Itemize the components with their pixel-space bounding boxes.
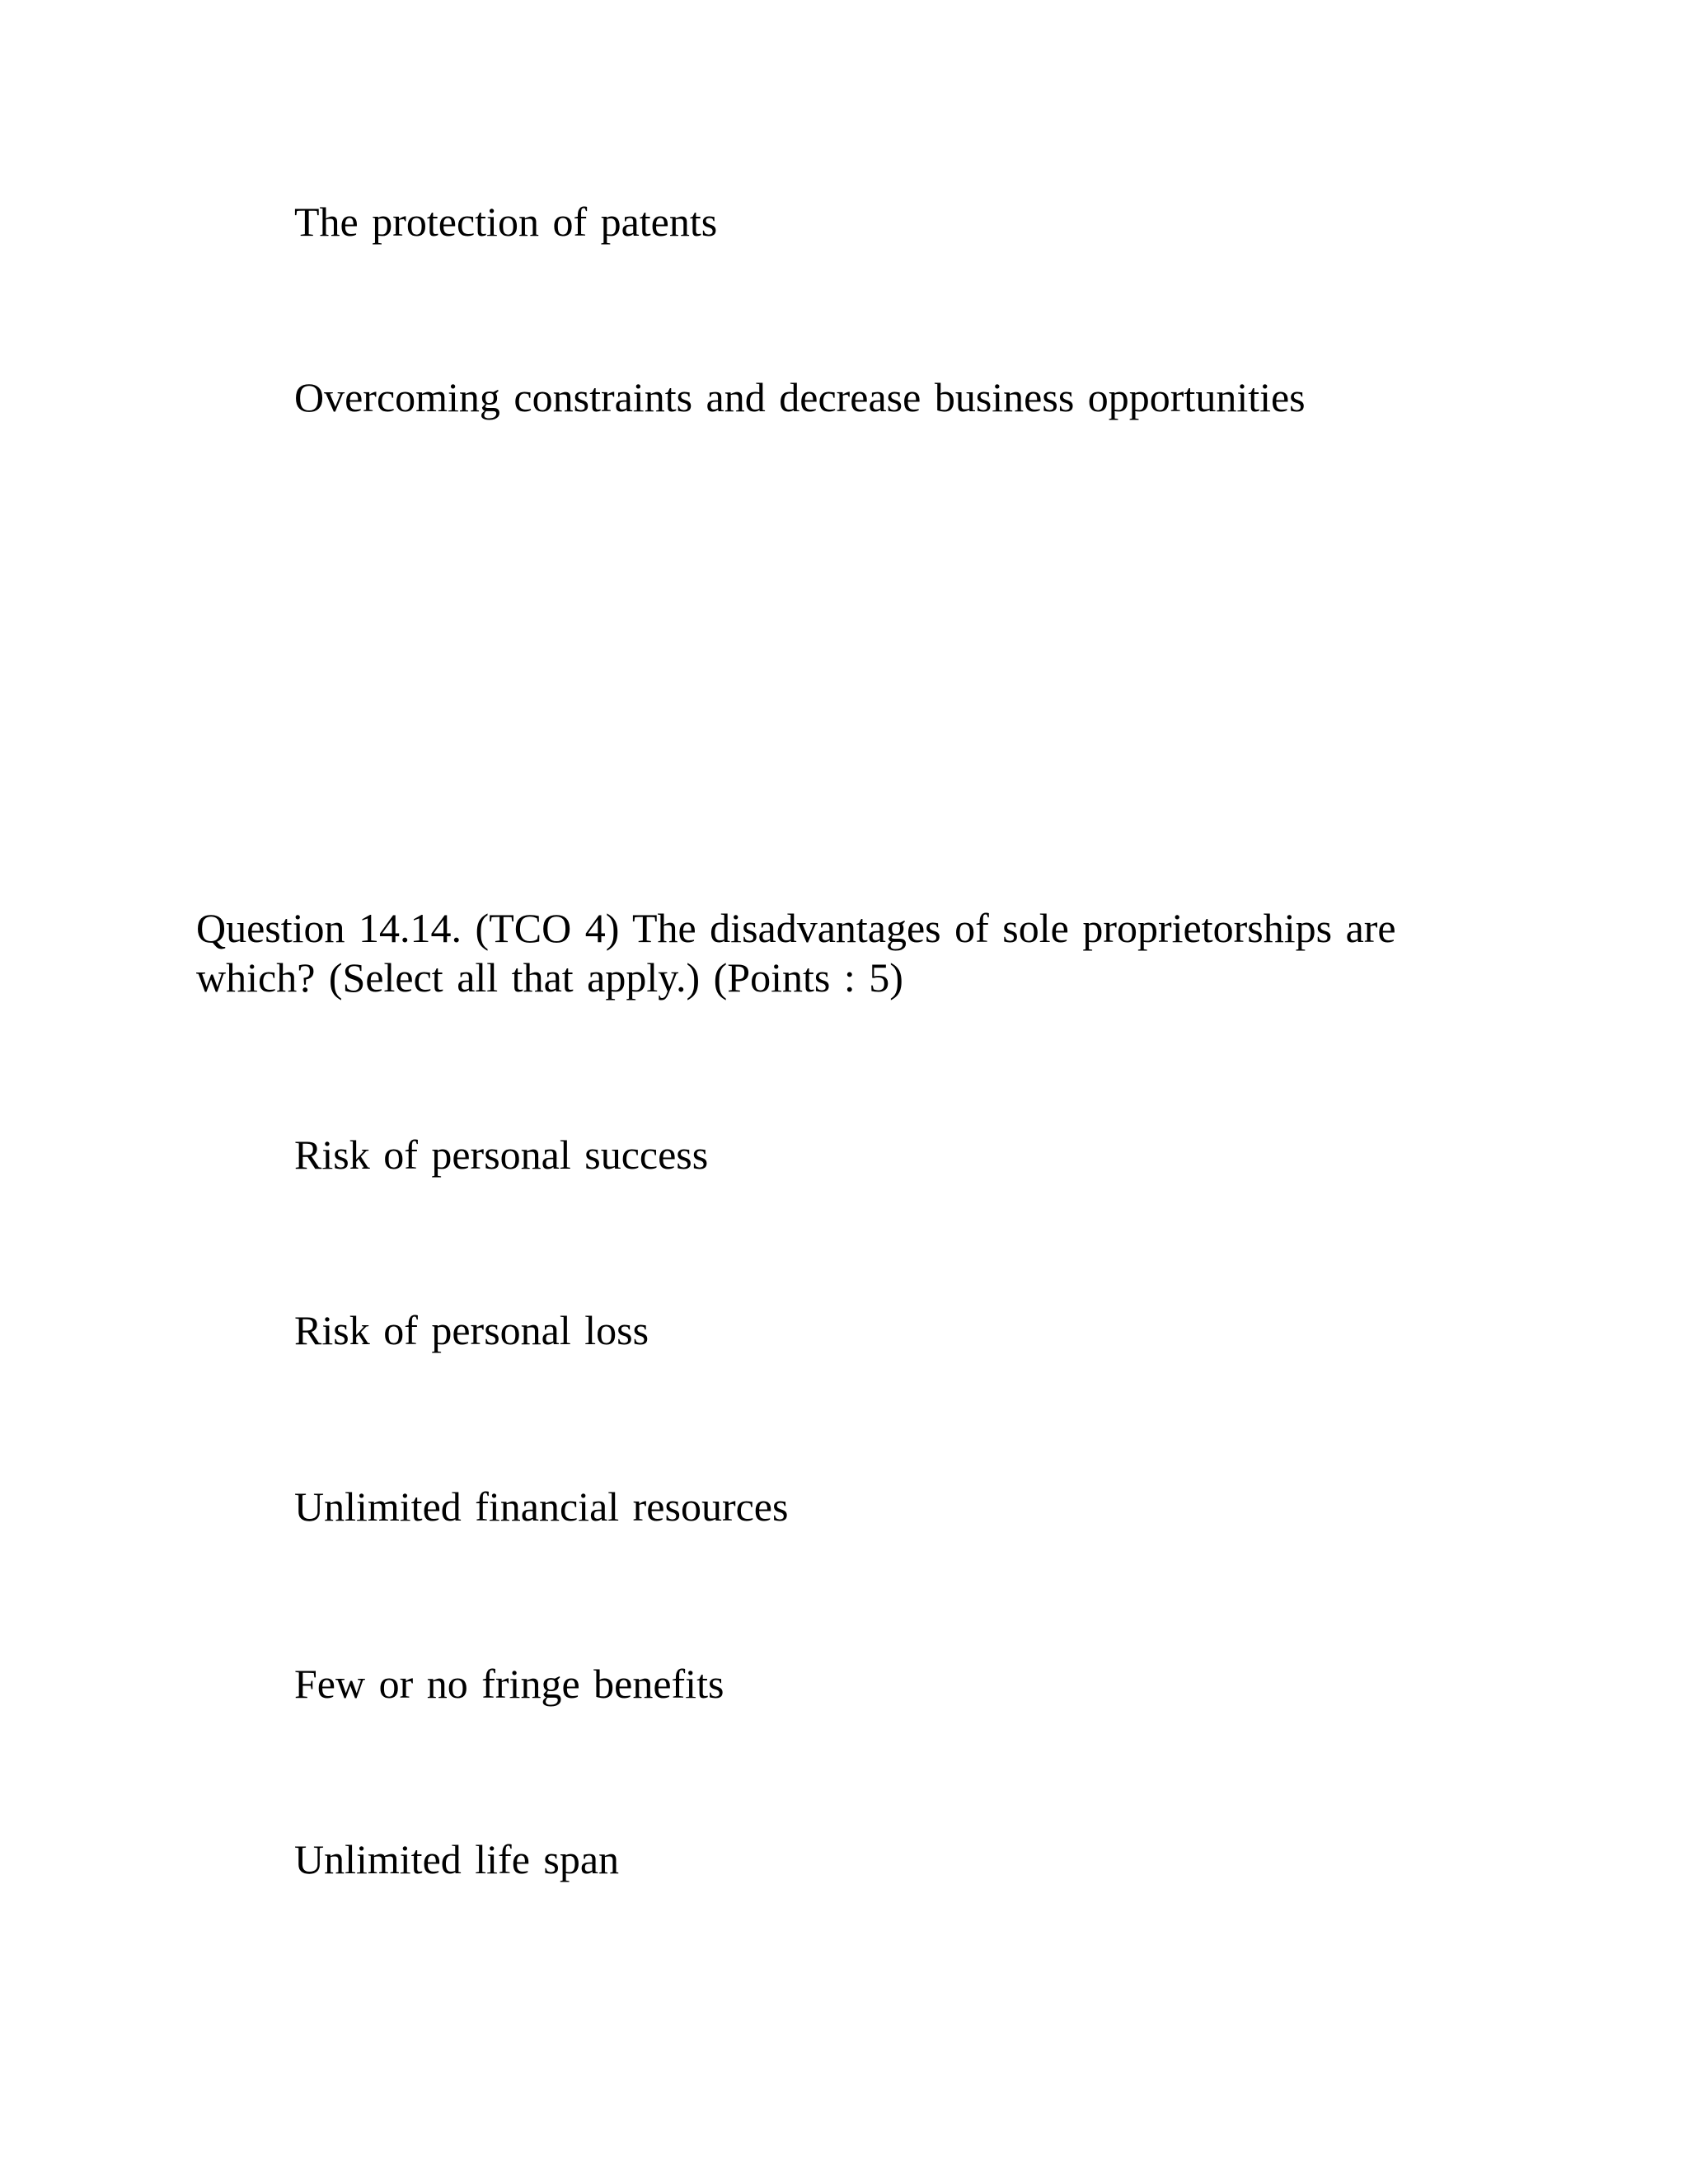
previous-option-1: The protection of patents: [294, 199, 718, 245]
answer-option-1: Risk of personal success: [294, 1132, 709, 1178]
answer-option-2: Risk of personal loss: [294, 1307, 649, 1353]
answer-option-3: Unlimited financial resources: [294, 1483, 789, 1530]
question-text-line-2: which? (Select all that apply.) (Points : 5): [196, 954, 903, 1001]
answer-option-5: Unlimited life span: [294, 1836, 620, 1882]
answer-option-4: Few or no fringe benefits: [294, 1661, 724, 1707]
question-text-line-1: Question 14.14. (TCO 4) The disadvantages of sole proprietorships are: [196, 905, 1396, 951]
previous-option-2: Overcoming constraints and decrease business opportunities: [294, 374, 1306, 420]
